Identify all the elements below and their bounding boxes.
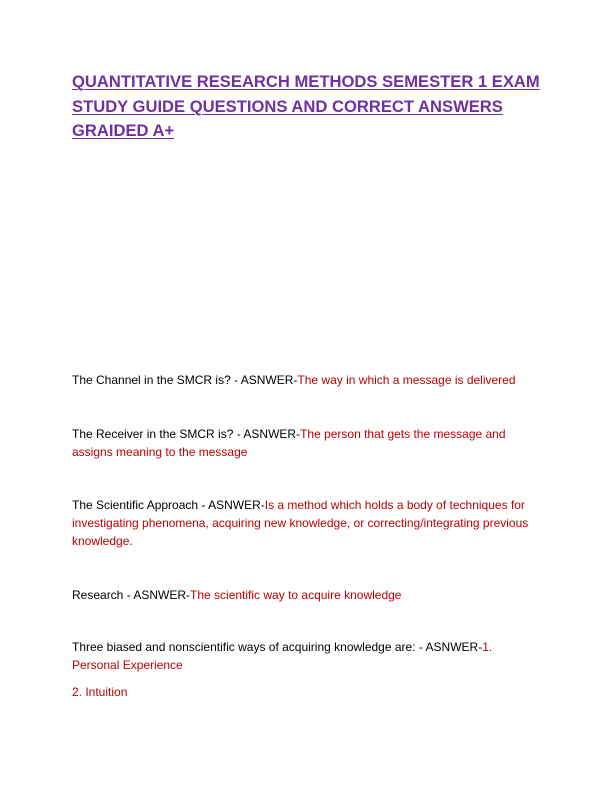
question-text: The Channel in the SMCR is? - ASNWER- (72, 373, 298, 387)
question-text: The Scientific Approach - ASNWER- (72, 498, 265, 512)
document-title: QUANTITATIVE RESEARCH METHODS SEMESTER 1 EXAM STUDY GUIDE QUESTIONS AND CORRECT ANSWERS GRAIDED A+ (72, 72, 540, 140)
answer-text: The way in which a message is delivered (297, 373, 516, 387)
answer-text: The person that gets the message and assigns meaning to the message (72, 427, 506, 459)
answer-text: 1. Personal Experience (72, 640, 493, 672)
question-text: The Receiver in the SMCR is? - ASNWER- (72, 427, 301, 441)
answer-text: The scientific way to acquire knowledge (190, 588, 402, 602)
qa-item-channel (72, 371, 542, 389)
answer-continuation: 2. Intuition (72, 685, 128, 699)
question-text: Research - ASNWER- (72, 588, 191, 602)
qa-item-scientific-approach (72, 496, 542, 550)
question-text: Three biased and nonscientific ways of acquiring knowledge are: - ASNWER- (72, 640, 483, 654)
answer-text: Is a method which holds a body of techniques for investigating phenomena, acquiring new knowledge, or correcting/integrating previous knowledge. (72, 498, 529, 548)
qa-item-nonscientific-ways (72, 638, 542, 674)
qa-item-research (72, 586, 542, 604)
qa-item-receiver (72, 425, 542, 461)
